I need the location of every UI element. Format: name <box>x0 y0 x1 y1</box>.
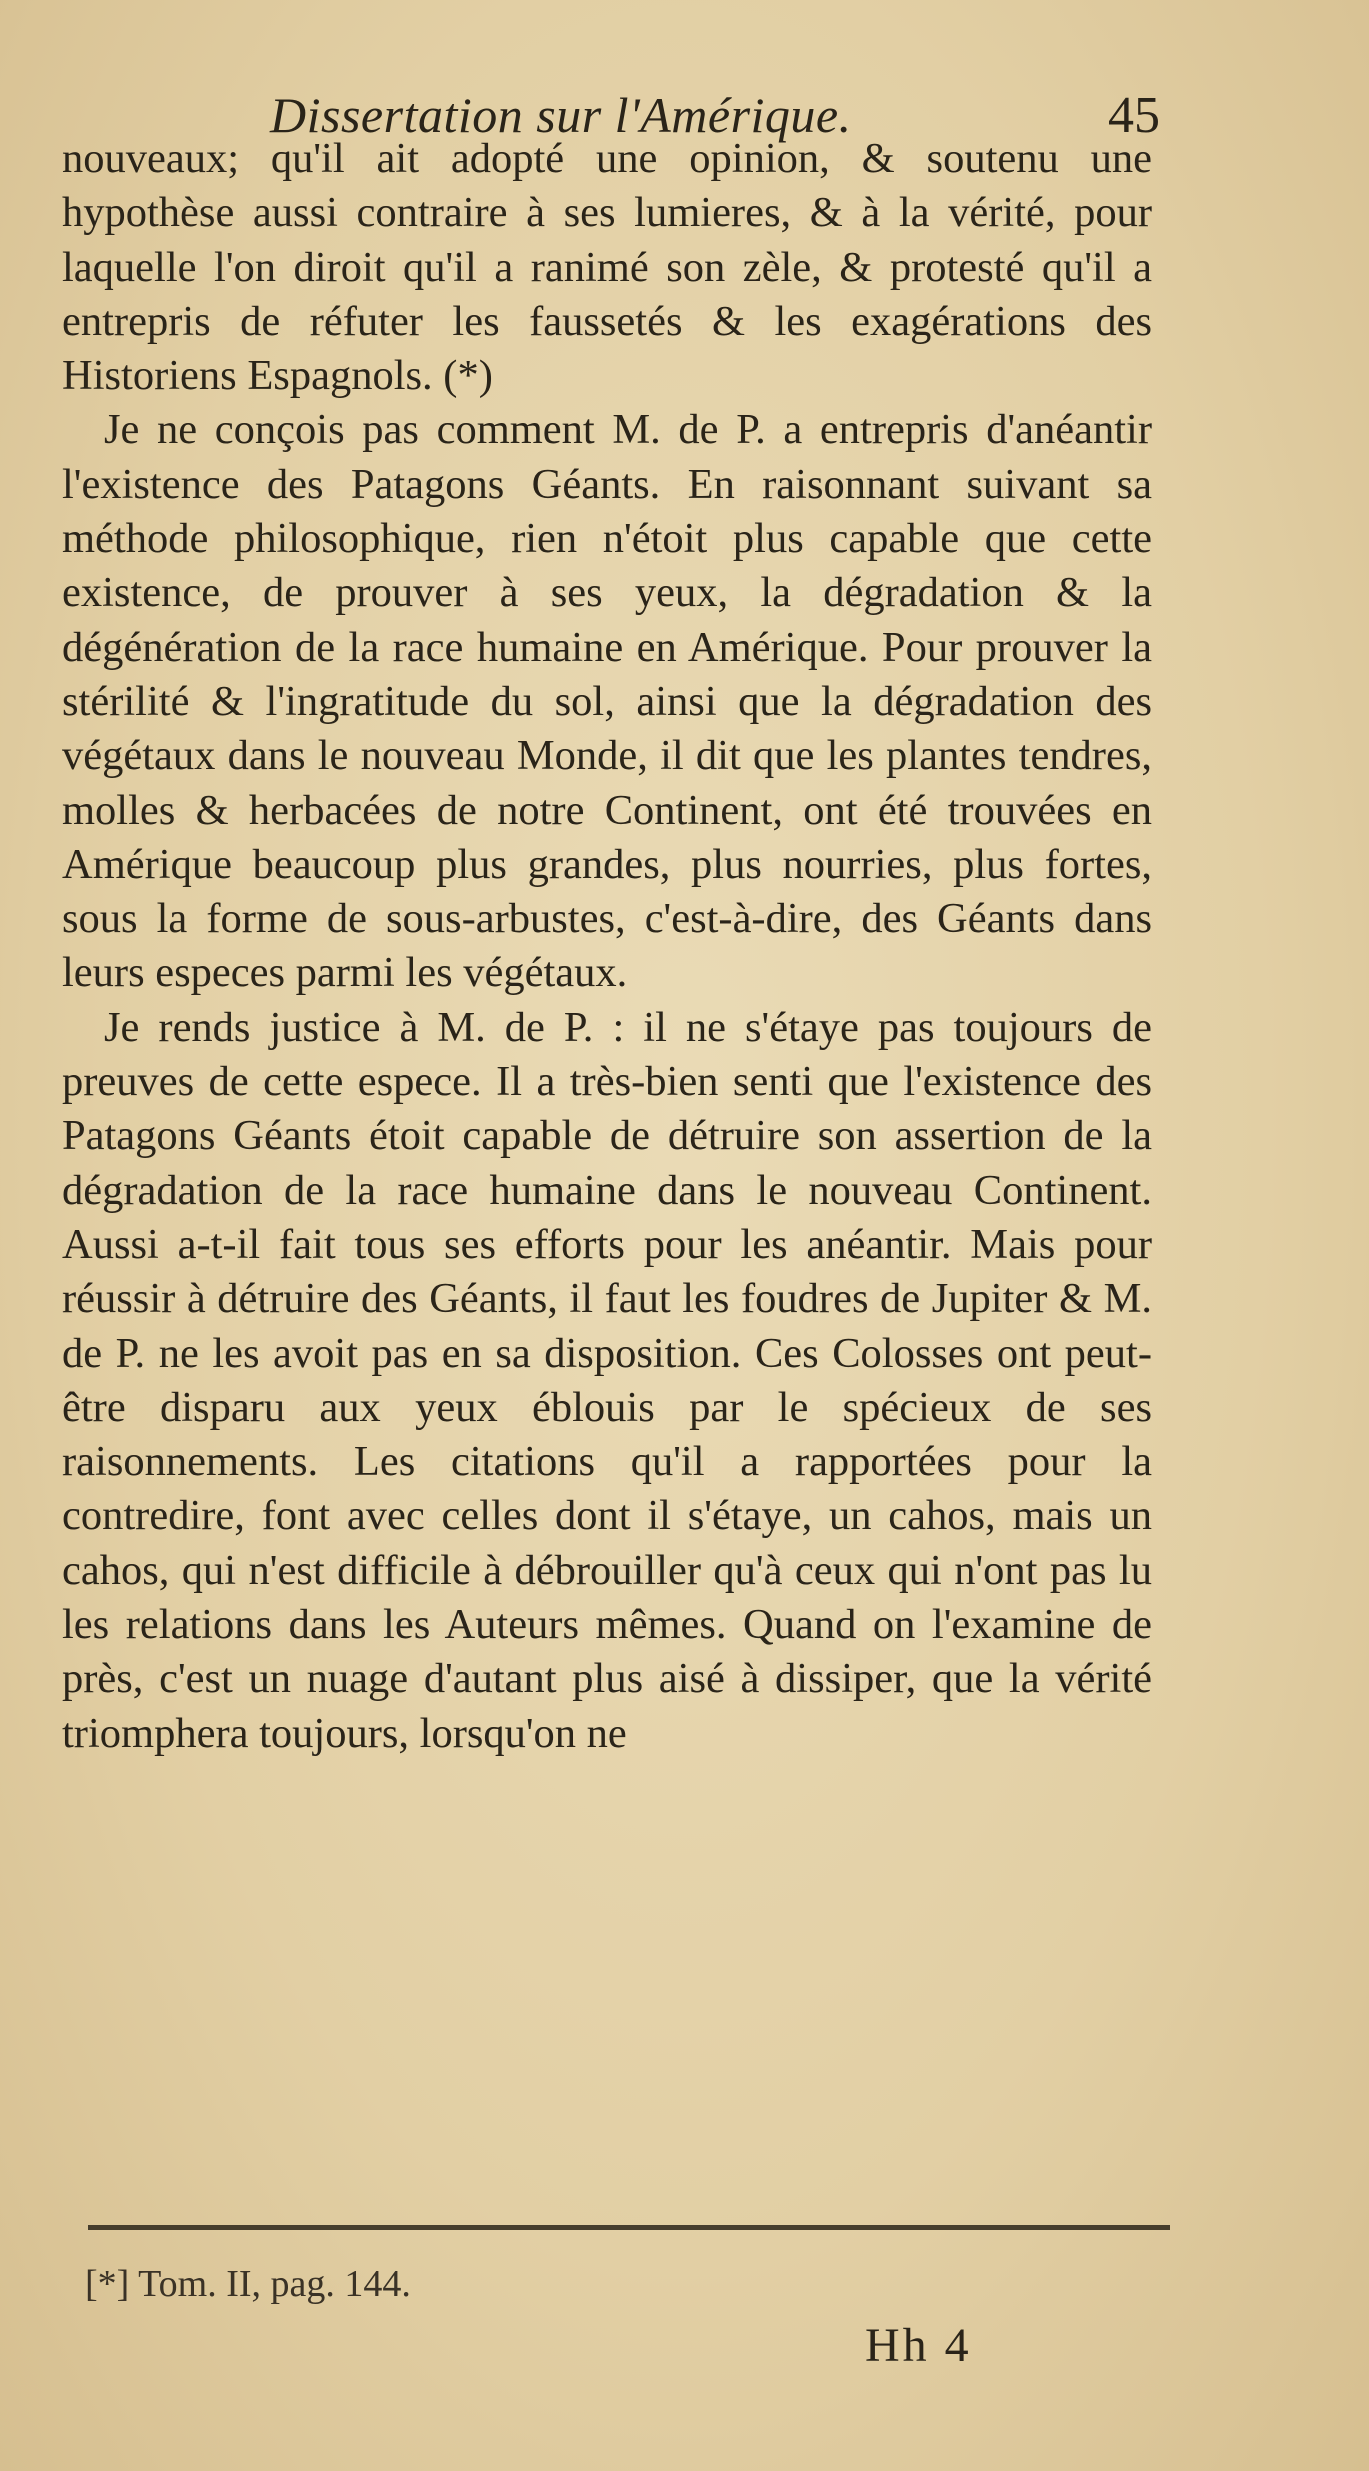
footnote: [*] Tom. II, pag. 144. <box>85 2263 411 2305</box>
running-title: Dissertation sur l'Amérique. <box>270 87 852 143</box>
page-number: 45 <box>1108 87 1160 144</box>
paragraph-justice: Je rends justice à M. de P. : il ne s'étaye pas toujours de preuves de cette espece. Il a très-bien senti que l'existence des Patagons Géants étoit capable de détruire son assertion de la dégradation de la race humaine dans le nouveau Continent. Aussi a-t-il fait tous ses efforts pour les anéantir. Mais pour réussir à détruire des Géants, il faut les foudres de Jupiter & M. de P. ne les avoit pas en sa disposition. Ces Colosses ont peut-être disparu aux yeux éblouis par le spécieux de ses raisonnements. Les citations qu'il a rapportées pour la contredire, font avec celles dont il s'étaye, un cahos, mais un cahos, qui n'est difficile à débrouiller qu'à ceux qui n'ont pas lu les relations dans les Auteurs mêmes. Quand on l'examine de près, c'est un nuage d'autant plus aisé à dissiper, que la vérité triomphera toujours, lorsqu'on ne <box>62 1003 1152 1757</box>
body-text <box>62 132 1152 1761</box>
paragraph-continuation: nouveaux; qu'il ait adopté une opinion, & soutenu une hypothèse aussi contraire à ses lumieres, & à la vérité, pour laquelle l'on diroit qu'il a ranimé son zèle, & protesté qu'il a entrepris de réfuter les faussetés & les exagérations des Historiens Espagnols. (*) <box>62 135 1152 400</box>
footnote-rule <box>88 2225 1170 2230</box>
signature-mark: Hh 4 <box>865 2319 972 2372</box>
paragraph-patagons: Je ne conçois pas comment M. de P. a entrepris d'anéantir l'existence des Patagons Géants. En raisonnant suivant sa méthode philosophique, rien n'étoit plus capable que cette existence, de prouver à ses yeux, la dégradation & la dégénération de la race humaine en Amérique. Pour prouver la stérilité & l'ingratitude du sol, ainsi que la dégradation des végétaux dans le nouveau Monde, il dit que les plantes tendres, molles & herbacées de notre Continent, ont été trouvées en Amérique beaucoup plus grandes, plus nourries, plus fortes, sous la forme de sous-arbustes, c'est-à-dire, des Géants dans leurs especes parmi les végétaux. <box>62 406 1152 997</box>
